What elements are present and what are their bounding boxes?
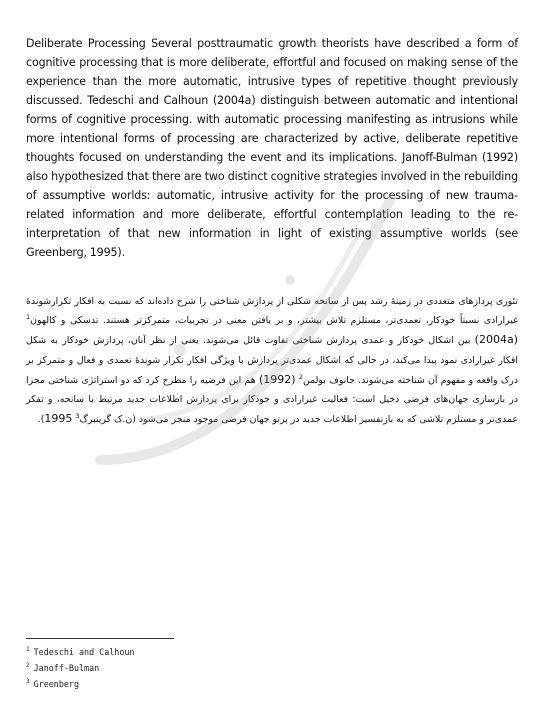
footnote-number: 1: [26, 646, 30, 654]
footnote-text: Janoff-Bulman: [33, 663, 100, 673]
footnote-text: Greenberg: [33, 679, 80, 689]
footnote-2: [26, 660, 326, 676]
footnote-divider: [26, 638, 174, 639]
footnote-ref-2: 2: [298, 372, 303, 381]
persian-text-part-4: ).: [37, 414, 45, 426]
persian-text-part-1: تئوری پردازهای متعددی در زمینهٔ رشد پس از سانحه شکلی از پردازش شناختی را شرح داده‌اند که نسبت به افکار تکرارشوندهٔ غیرارادی نسبتاً خودکار، تعمدی‌تر، مستلزم تلاش بیشتر، و بر یافتن معنی در تجربیات، متمرکزتر هستند. تدسکی و کالهون: [26, 296, 518, 327]
footnote-number: 3: [26, 678, 30, 686]
footnotes: [26, 644, 326, 692]
citation-1992: (1992): [258, 372, 296, 386]
citation-2004a: (2004a): [474, 333, 518, 347]
footnote-1: [26, 644, 326, 660]
english-paragraph: Deliberate Processing Several posttraumatic growth theorists have described a form of cognitive processing that is more deliberate, effortful and focused on making sense of the experience than the more automatic, intrusive types of repetitive thought previously discussed. Tedeschi and Calhoun (2004a) distinguish between automatic and intentional forms of cognitive processing. with automatic processing manifesting as intrusions while more intentional forms of processing are characterized by active, deliberate repetitive thoughts focused on understanding the event and its implications. Janoff-Bulman (1992) also hypothesized that there are two distinct cognitive strategies involved in the rebuilding of assumptive worlds: automatic, intrusive activity for the processing of new trauma-related information and more deliberate, effortful contemplation leading to the re-interpretation of that new information in light of existing assumptive worlds (see Greenberg, 1995).: [26, 37, 518, 259]
citation-1995: 1995: [44, 412, 73, 426]
watermark-dot: [285, 275, 295, 285]
footnote-ref-1: 1: [26, 313, 31, 322]
footnote-ref-3: 3: [75, 412, 80, 421]
footnote-number: 2: [26, 662, 30, 670]
footnote-text: Tedeschi and Calhoun: [33, 647, 135, 657]
persian-text-part-2: بین اشکال خودکار و عمدی پردازش شناختی تفاوت قائل می‌شوند. یعنی از نظر آنان، پردازش خودکار به شکل افکار غیرارادی نمود پیدا می‌کند، در حالی که اشکال عمدی‌تر پردازش با ویژگی افکار تکرار شوندهٔ تعمدی و فعال و متمرکز بر درک واقعه و مفهوم آن شناخته می‌شوند. جانوف بولمن: [26, 335, 518, 386]
persian-text-part-3: هم این فرضیه را مطرح کرد که دو استراتژی شناختی مجزا در بازسازی جهان‌های فرضی دخیل است: فعالیت غیرارادی و خودکار برای پردازش اطلاعات جدید مرتبط با سانحه، و تفکر عمدی‌تر و مستلزم تلاشی که به بازتفسیر اطلاعات جدید در پرتو جهان فرضی موجود منجر می‌شود (ن.ک گرینبرگ: [26, 374, 518, 426]
footnote-3: [26, 676, 326, 692]
persian-paragraph: [26, 292, 518, 429]
